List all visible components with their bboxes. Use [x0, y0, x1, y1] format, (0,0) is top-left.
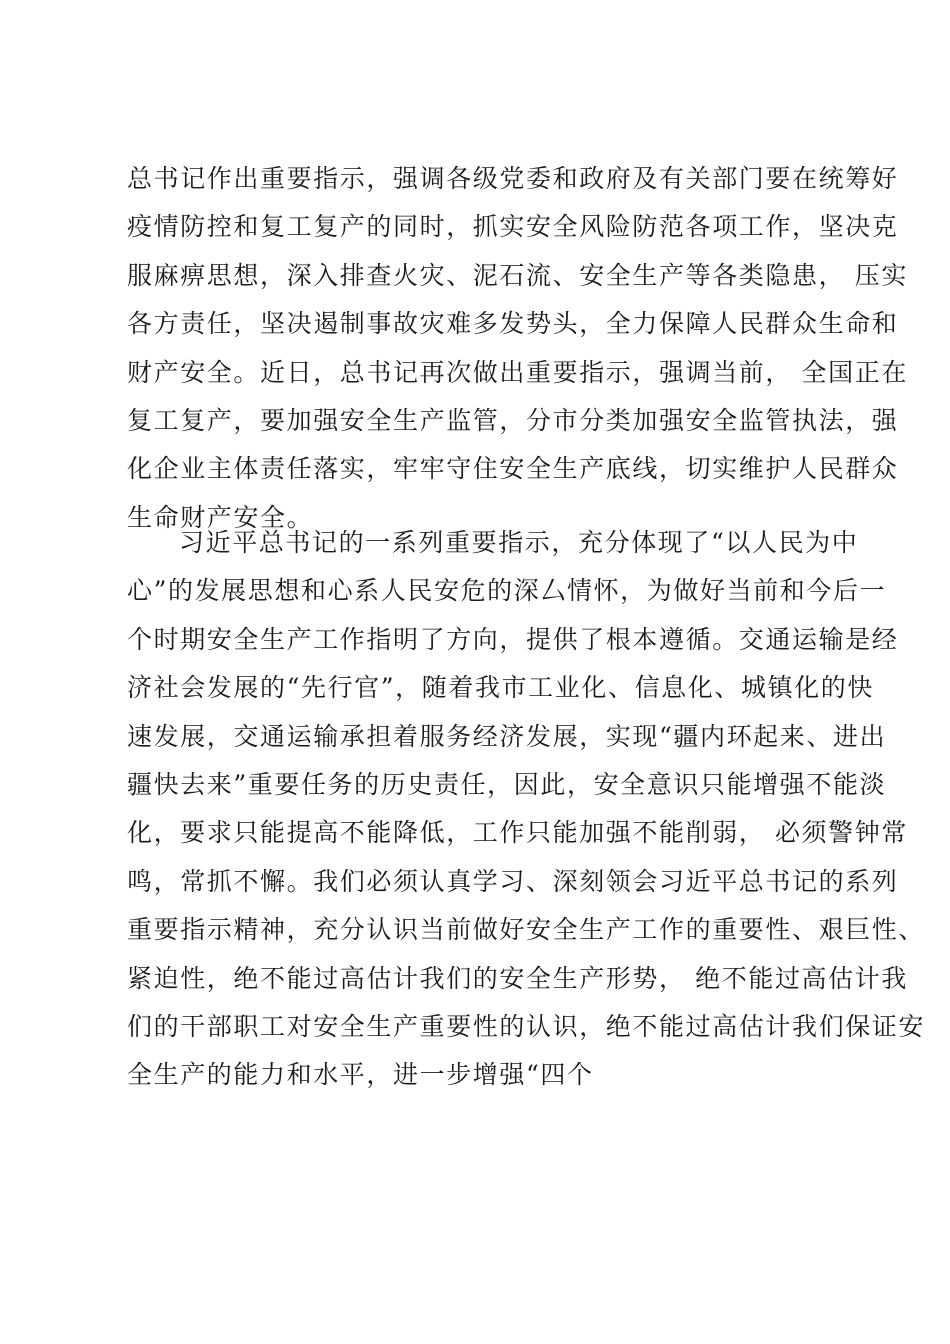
paragraph-line: 心”的发展思想和心系人民安危的深厶情怀，为做好当前和今后一 [127, 576, 887, 606]
paragraph-line: 疫情防控和复工复产的同时，抓实安全风险防范各项工作，坚决克 [127, 212, 899, 242]
paragraph-line: 济社会发展的“先行官”，随着我市工业化、信息化、城镇化的快 [127, 673, 874, 703]
paragraph-line: 个时期安全生产工作指明了方向，提供了根本遵循。交通运输是经 [127, 624, 899, 654]
paragraph-line: 化，要求只能提高不能降低，工作只能加强不能削弱， 必须警钟常 [127, 818, 908, 848]
paragraph-line: 们的干部职工对安全生产重要性的认识，绝不能过高估计我们保证安 [127, 1011, 926, 1041]
paragraph-line: 服麻痹思想，深入排查火灾、泥石流、安全生产等各类隐患， 压实 [127, 260, 908, 290]
paragraph-line: 速发展，交通运输承担着服务经济发展，实现“疆内环起来、进出 [127, 721, 887, 751]
paragraph-line: 总书记作出重要指示，强调各级党委和政府及有关部门要在统筹好 [127, 164, 899, 193]
paragraph-line: 疆快去来”重要任务的历史责任，因此，安全意识只能增强不能淡 [127, 769, 887, 799]
paragraph-line: 习近平总书记的一系列重要指示，充分体现了“以人民为中 [179, 528, 859, 557]
paragraph-line: 鸣，常抓不懈。我们必须认真学习、深刻领会习近平总书记的系列 [127, 866, 899, 896]
paragraph-line: 重要指示精神，充分认识当前做好安全生产工作的重要性、艰巨性、 [127, 915, 926, 945]
paragraph-2 [127, 519, 926, 1100]
paragraph-line: 紧迫性，绝不能过高估计我们的安全生产形势， 绝不能过高估计我 [127, 963, 908, 993]
paragraph-1 [127, 155, 908, 542]
paragraph-line: 全生产的能力和水平，进一步增强“四个 [127, 1060, 594, 1090]
paragraph-line: 复工复产，要加强安全生产监管，分市分类加强安全监管执法，强 [127, 405, 899, 435]
paragraph-line: 财产安全。近日，总书记再次做出重要指示，强调当前， 全国正在 [127, 357, 908, 387]
paragraph-line: 各方责任，坚决遏制事故灾难多发势头，全力保障人民群众生命和 [127, 309, 899, 339]
paragraph-line: 生命财产安全。 [127, 502, 314, 532]
paragraph-line: 化企业主体责任落实，牢牢守住安全生产底线，切实维护人民群众 [127, 454, 899, 484]
